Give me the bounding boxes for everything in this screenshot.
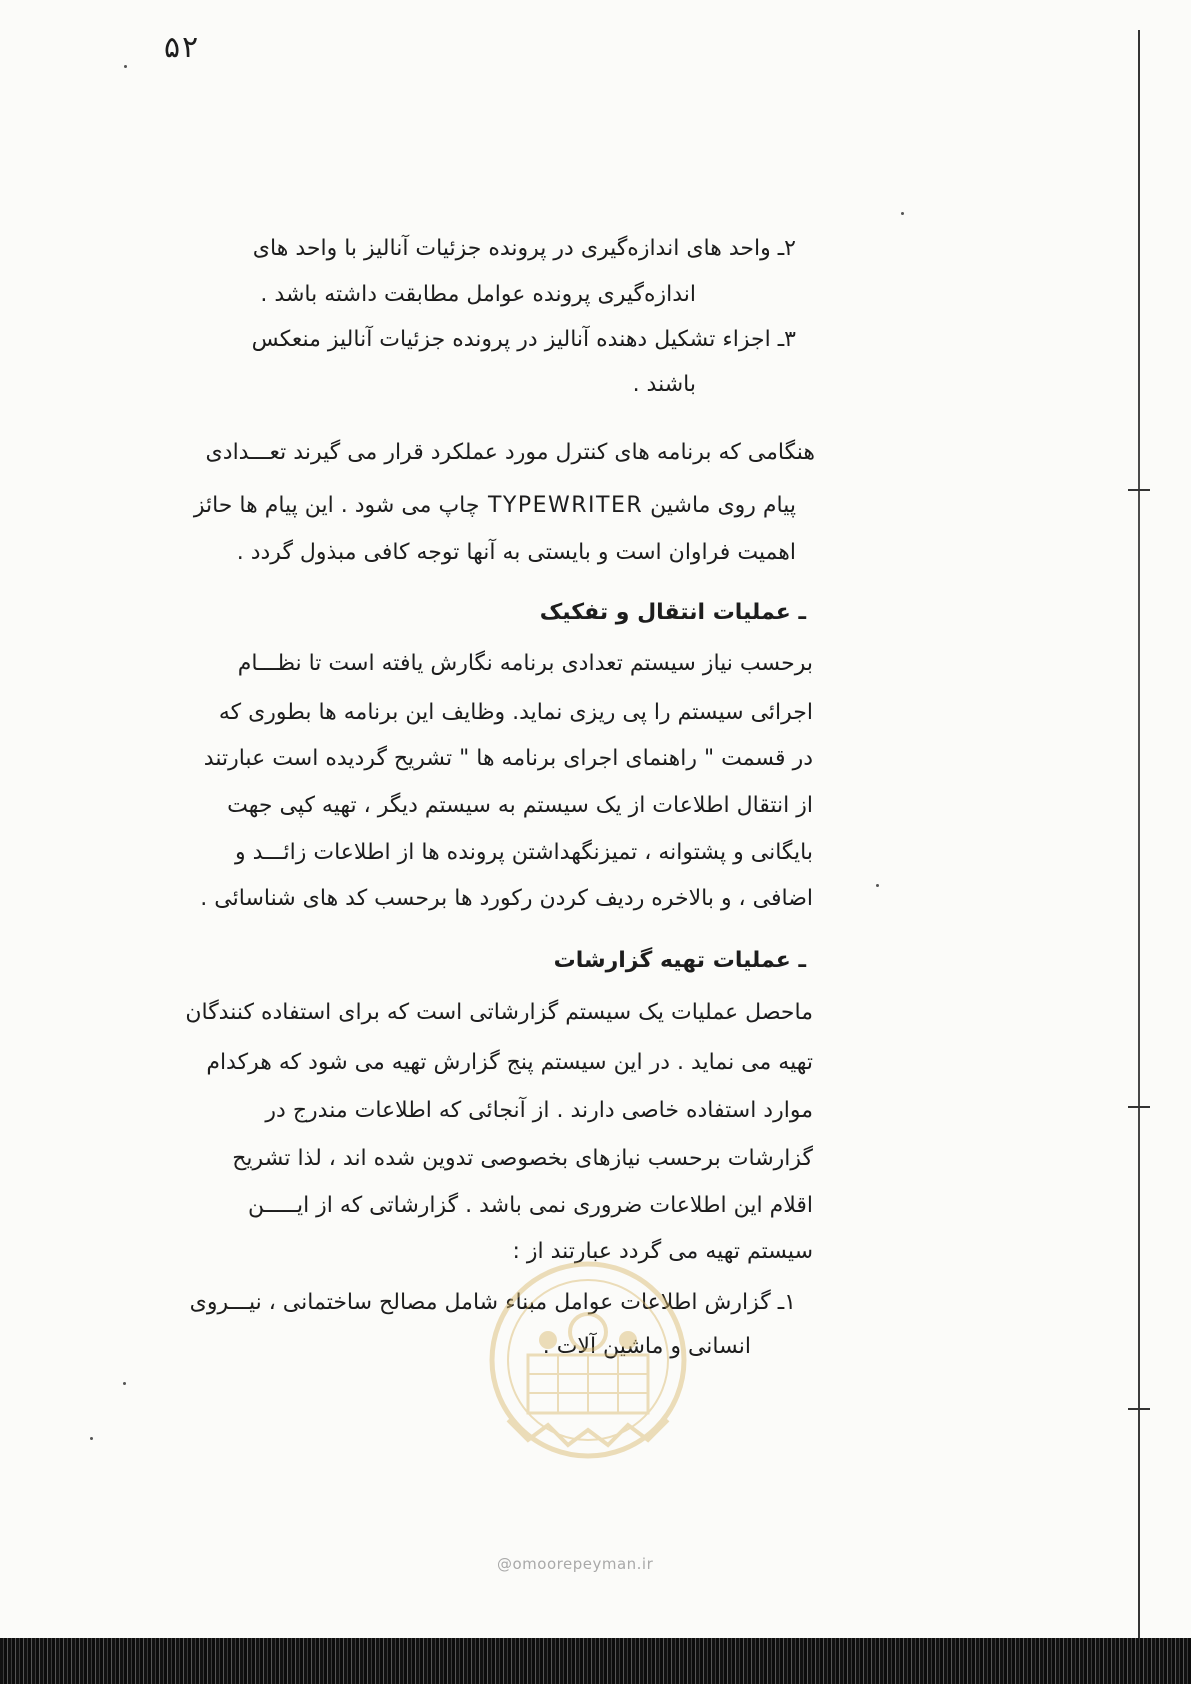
transfer-line-3: در قسمت " راهنمای اجرای برنامه ها " تشریح گردیده است عبارتند [203, 746, 813, 771]
report-item-1-line-1: ۱ـ گزارش اطلاعات عوامل مبناء شامل مصالح ساختمانی ، نیـــروی [189, 1290, 796, 1315]
section-heading-reports: ـ عملیات تهیه گزارشات [553, 948, 806, 973]
report-item-1-line-2: انسانی و ماشین آلات . [542, 1334, 751, 1359]
list-item-2-line-1: ۲ـ واحد های اندازه‌گیری در پرونده جزئیات آنالیز با واحد های [252, 236, 796, 261]
transfer-line-2: اجرائی سیستم را پی ریزی نماید. وظایف این برنامه ها بطوری که [218, 700, 813, 725]
scan-speck [124, 65, 127, 68]
page-number: ۵۲ [163, 30, 200, 65]
transfer-line-4: از انتقال اطلاعات از یک سیستم به سیستم دیگر ، تهیه کپی جهت [227, 793, 813, 818]
scan-speck [123, 1382, 126, 1385]
transfer-line-5: بایگانی و پشتوانه ، تمیزنگهداشتن پرونده ها از اطلاعات زائـــد و [235, 840, 813, 865]
watermark-url: @omoorepeyman.ir [497, 1555, 654, 1573]
paragraph-control-line-3: اهمیت فراوان است و بایستی به آنها توجه کافی مبذول گردد . [236, 540, 796, 565]
scan-speck [90, 1437, 93, 1440]
scan-speck [901, 212, 904, 215]
transfer-line-1: برحسب نیاز سیستم تعدادی برنامه نگارش یافته است تا نظـــام [237, 651, 813, 676]
reports-line-5: اقلام این اطلاعات ضروری نمی باشد . گزارشاتی که از ایـــــن [247, 1193, 813, 1218]
list-item-3-line-2: باشند . [632, 372, 696, 397]
reports-line-1: ماحصل عملیات یک سیستم گزارشاتی است که برای استفاده کنندگان [185, 1000, 813, 1025]
scan-edge-band [0, 1638, 1191, 1684]
transfer-line-6: اضافی ، و بالاخره ردیف کردن رکورد ها برحسب کد های شناسائی . [200, 886, 813, 911]
margin-tick [1128, 1408, 1150, 1410]
reports-line-6: سیستم تهیه می گردد عبارتند از : [512, 1239, 813, 1264]
margin-rule [1138, 30, 1140, 1660]
paragraph-control-line-2: پیام روی ماشین TYPEWRITER چاپ می شود . این پیام ها حائز [193, 493, 796, 518]
reports-line-3: موارد استفاده خاصی دارند . از آنجائی که اطلاعات مندرج در [265, 1098, 813, 1123]
section-heading-transfer: ـ عملیات انتقال و تفکیک [539, 600, 806, 625]
list-item-2-line-2: اندازه‌گیری پرونده عوامل مطابقت داشته باشد . [260, 282, 696, 307]
scan-speck [876, 884, 879, 887]
margin-tick [1128, 1106, 1150, 1108]
watermark-seal-icon [488, 1260, 688, 1460]
list-item-3-line-1: ۳ـ اجزاء تشکیل دهنده آنالیز در پرونده جزئیات آنالیز منعکس [251, 327, 796, 352]
paragraph-control-line-1: هنگامی که برنامه های کنترل مورد عملکرد قرار می گیرند تعـــدادی [205, 440, 815, 465]
reports-line-4: گزارشات برحسب نیازهای بخصوصی تدوین شده اند ، لذا تشریح [232, 1146, 813, 1171]
reports-line-2: تهیه می نماید . در این سیستم پنج گزارش تهیه می شود که هرکدام [206, 1050, 813, 1075]
margin-tick [1128, 489, 1150, 491]
